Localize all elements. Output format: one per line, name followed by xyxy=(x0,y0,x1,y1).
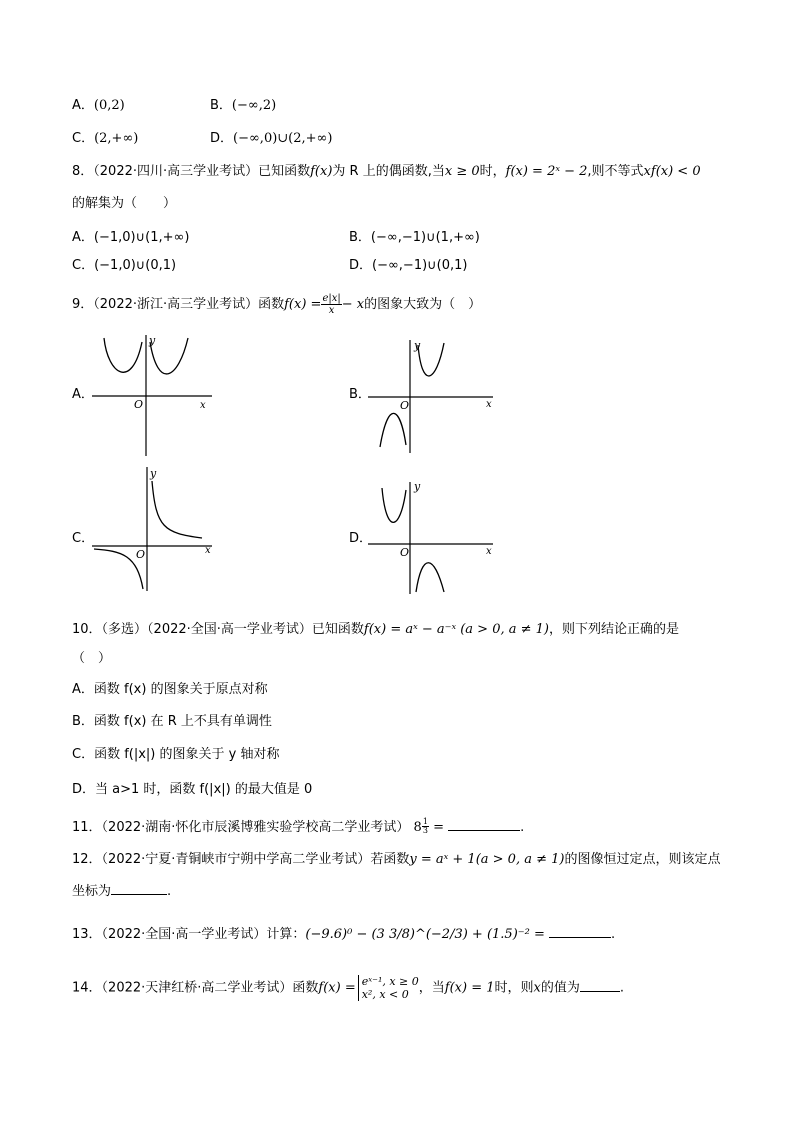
q9-graph-a-origin: O xyxy=(134,398,144,411)
q8-option-b: B．(−∞,−1)∪(1,+∞) xyxy=(349,230,480,245)
q9-graph-c-x-label: x xyxy=(205,545,211,556)
q9-fraction xyxy=(321,293,341,316)
q8-text-2: 时， xyxy=(479,164,506,179)
q12-suffix: 的图像恒过定点，则该定点 xyxy=(564,852,721,867)
q9-graph-b-label: B． xyxy=(349,387,371,402)
q14-condition: f(x) = 1 xyxy=(444,980,495,996)
q7-option-d xyxy=(210,130,332,148)
q14-variable: x xyxy=(533,980,541,996)
q13-answer-blank[interactable] xyxy=(549,925,611,938)
q12-line2-text: 坐标为 xyxy=(72,884,112,899)
q10-option-a: A．函数 f(x) 的图象关于原点对称 xyxy=(72,682,268,697)
q12-end: . xyxy=(167,884,172,899)
q12-answer-blank[interactable] xyxy=(111,882,167,895)
q9-lhs: f(x) = xyxy=(284,297,322,312)
q14-prefix: 14．（2022·天津红桥·高二学业考试）函数 xyxy=(72,980,319,996)
q11-equals: = xyxy=(433,820,444,835)
q14-end: . xyxy=(619,980,625,996)
q9-graph-b-x-label: x xyxy=(486,399,492,410)
q14-case-1: eˣ⁻¹, x ≥ 0 xyxy=(361,975,419,988)
q8-option-d: D．(−∞,−1)∪(0,1) xyxy=(349,258,468,273)
q9-graph-b-y-label: y xyxy=(414,339,421,352)
q10-option-c: C．函数 f(|x|) 的图象关于 y 轴对称 xyxy=(72,747,280,762)
q9-graph-c-y-label: y xyxy=(150,467,157,480)
q9-graph-d-label: D． xyxy=(349,531,373,546)
q8-stem-line2: 的解集为（ ） xyxy=(72,196,177,211)
q12-stem xyxy=(72,851,720,869)
q8-text-3: ,则不等式 xyxy=(587,164,644,179)
q9-graph-c xyxy=(92,463,222,593)
q11-end: . xyxy=(520,820,525,835)
q12-function: y = aˣ + 1(a > 0, a ≠ 1) xyxy=(409,852,565,867)
q13-prefix: 13．（2022·全国·高一学业考试）计算： xyxy=(72,927,306,942)
q8-function: f(x) xyxy=(310,164,333,179)
q11-exponent-denominator: 3 xyxy=(422,826,428,835)
q9-graph-a xyxy=(92,330,222,460)
q11-answer-blank[interactable] xyxy=(448,818,520,831)
q14-case-2: x², x < 0 xyxy=(361,988,409,1001)
q13-stem xyxy=(72,925,615,944)
q10-stem-line2: （ ） xyxy=(72,651,112,666)
q9-graph-d xyxy=(368,478,498,598)
q9-graph-d-y-label: y xyxy=(414,480,421,493)
q14-answer-blank[interactable] xyxy=(580,979,620,992)
q8-inequality: xf(x) < 0 xyxy=(643,164,701,179)
q9-graph-c-label: C． xyxy=(72,531,95,546)
q12-prefix: 12．（2022·宁夏·青铜峡市宁朔中学高二学业考试）若函数 xyxy=(72,852,410,867)
q10-stem xyxy=(72,621,679,639)
q14-stem xyxy=(72,975,624,1001)
q9-graph-c-origin: O xyxy=(136,548,146,561)
q14-lhs: f(x) = xyxy=(318,980,356,996)
q10-prefix: 10．（多选）（2022·全国·高一学业考试）已知函数 xyxy=(72,622,364,637)
q9-suffix: 的图象大致为（ ） xyxy=(364,297,482,312)
q8-text-1: 为 R 上的偶函数,当 xyxy=(332,164,445,179)
q11-stem xyxy=(72,818,524,837)
q7-option-a xyxy=(72,97,125,115)
q11-base: 8 xyxy=(413,820,422,835)
q10-option-b: B．函数 f(x) 在 R 上不具有单调性 xyxy=(72,714,272,729)
q7-option-c-label: C． xyxy=(72,131,95,146)
q14-piecewise xyxy=(358,975,419,1001)
q14-text-2: 时，则 xyxy=(494,980,534,996)
q7-option-b xyxy=(210,97,276,115)
q7-option-b-label: B． xyxy=(210,98,232,113)
q11-exponent xyxy=(422,818,429,835)
q9-fraction-numerator: e|x| xyxy=(322,293,341,304)
q10-suffix: ，则下列结论正确的是 xyxy=(549,622,680,637)
q7-option-d-value: (−∞,0)∪(2,+∞) xyxy=(233,131,333,146)
q9-graph-d-x-label: x xyxy=(486,546,492,557)
q7-option-a-value: (0,2) xyxy=(93,98,125,113)
q13-expression: (−9.6)⁰ − (3 3/8)^(−2/3) + (1.5)⁻² = xyxy=(305,927,545,942)
q8-option-c: C．(−1,0)∪(0,1) xyxy=(72,258,177,273)
q9-prefix: 9．（2022·浙江·高三学业考试）函数 xyxy=(72,297,285,312)
q7-option-d-label: D． xyxy=(210,131,234,146)
q9-fraction-denominator: x xyxy=(328,305,335,316)
q14-text-1: ，当 xyxy=(418,980,445,996)
q7-option-c xyxy=(72,130,138,148)
q9-graph-a-label: A． xyxy=(72,387,94,402)
q9-graph-d-origin: O xyxy=(400,546,410,559)
q9-graph-b xyxy=(368,335,498,455)
q9-graph-b-origin: O xyxy=(400,399,410,412)
q11-prefix: 11．（2022·湖南·怀化市辰溪博雅实验学校高二学业考试） xyxy=(72,820,410,835)
q14-text-3: 的值为 xyxy=(540,980,580,996)
q12-stem-line2 xyxy=(72,882,171,901)
q10-function: f(x) = aˣ − a⁻ˣ (a > 0, a ≠ 1) xyxy=(363,622,549,637)
q7-option-a-label: A． xyxy=(72,98,94,113)
q9-graph-a-y-label: y xyxy=(149,334,156,347)
q8-definition: f(x) = 2ˣ − 2 xyxy=(505,164,588,179)
q8-condition: x ≥ 0 xyxy=(444,164,480,179)
q9-rhs: − x xyxy=(341,297,365,312)
q11-exponent-numerator: 1 xyxy=(422,817,428,826)
q8-option-a: A．(−1,0)∪(1,+∞) xyxy=(72,230,190,245)
q9-stem xyxy=(72,293,481,316)
q9-graph-a-x-label: x xyxy=(200,400,206,411)
q10-option-d: D．当 a>1 时，函数 f(|x|) 的最大值是 0 xyxy=(72,782,313,797)
q8-stem xyxy=(72,163,701,181)
q8-prefix: 8．（2022·四川·高三学业考试）已知函数 xyxy=(72,164,311,179)
q13-end: . xyxy=(611,927,616,942)
q7-option-b-value: (−∞,2) xyxy=(231,98,277,113)
q7-option-c-value: (2,+∞) xyxy=(94,131,139,146)
